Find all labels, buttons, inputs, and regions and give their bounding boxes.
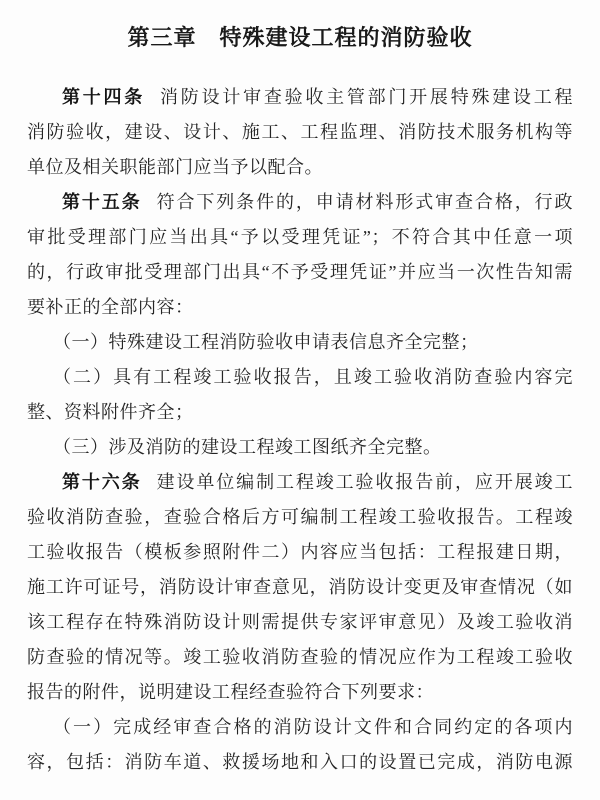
article-15-text-1: 符合下列条件的，申请材料形式审查合格，行政 (156, 192, 574, 212)
article-14-text-1: 消防设计审查验收主管部门开展特殊建设工程 (160, 87, 574, 107)
article-15-line-4: 要补正的全部内容： (27, 297, 194, 317)
article-16-line-5: 该工程存在特殊消防设计则需提供专家评审意见）及竣工验收消 (27, 612, 573, 632)
article-14-label: 第十四条 (62, 87, 146, 107)
article-15-item-1: （一）特殊建设工程消防验收申请表信息齐全完整； (53, 332, 479, 352)
article-16-line-1 (27, 465, 573, 500)
article-15-label: 第十五条 (62, 192, 142, 212)
article-16-item-1-line-2: 容，包括：消防车道、救援场地和入口的设置已完成，消防电源 (27, 752, 573, 772)
chapter-title: 第三章 特殊建设工程的消防验收 (127, 25, 473, 50)
article-16-line-4: 施工许可证号，消防设计审查意见，消防设计变更及审查情况（如 (27, 577, 573, 597)
article-15-line-2: 审批受理部门应当出具“予以受理凭证”；不符合其中任意一项 (27, 227, 573, 247)
article-14-line-2: 消防验收，建设、设计、施工、工程监理、消防技术服务机构等 (27, 122, 573, 142)
article-16-text-1: 建设单位编制工程竣工验收报告前，应开展竣工 (156, 472, 574, 492)
article-16-line-2: 验收消防查验，查验合格后方可编制工程竣工验收报告。工程竣 (27, 507, 573, 527)
article-15-line-3: 的，行政审批受理部门出具“不予受理凭证”并应当一次性告知需 (27, 262, 573, 282)
article-16-line-7: 报告的附件，说明建设工程经查验符合下列要求： (27, 682, 434, 702)
article-16-label: 第十六条 (62, 472, 142, 492)
article-15-item-2-line-1: （二）具有工程竣工验收报告，且竣工验收消防查验内容完 (53, 367, 573, 387)
article-16-item-1-line-1: （一）完成经审查合格的消防设计文件和合同约定的各项内 (53, 717, 573, 737)
article-14-line-1 (27, 80, 573, 115)
article-14-line-3: 单位及相关职能部门应当予以配合。 (27, 157, 323, 177)
article-15-item-3: （三）涉及消防的建设工程竣工图纸齐全完整。 (53, 437, 442, 457)
article-15-item-2-line-2: 整、资料附件齐全； (27, 402, 194, 422)
article-16-line-3: 工验收报告（模板参照附件二）内容应当包括：工程报建日期， (27, 542, 573, 562)
article-16-line-6: 防查验的情况等。竣工验收消防查验的情况应作为工程竣工验收 (27, 647, 573, 667)
article-15-line-1 (27, 185, 573, 220)
